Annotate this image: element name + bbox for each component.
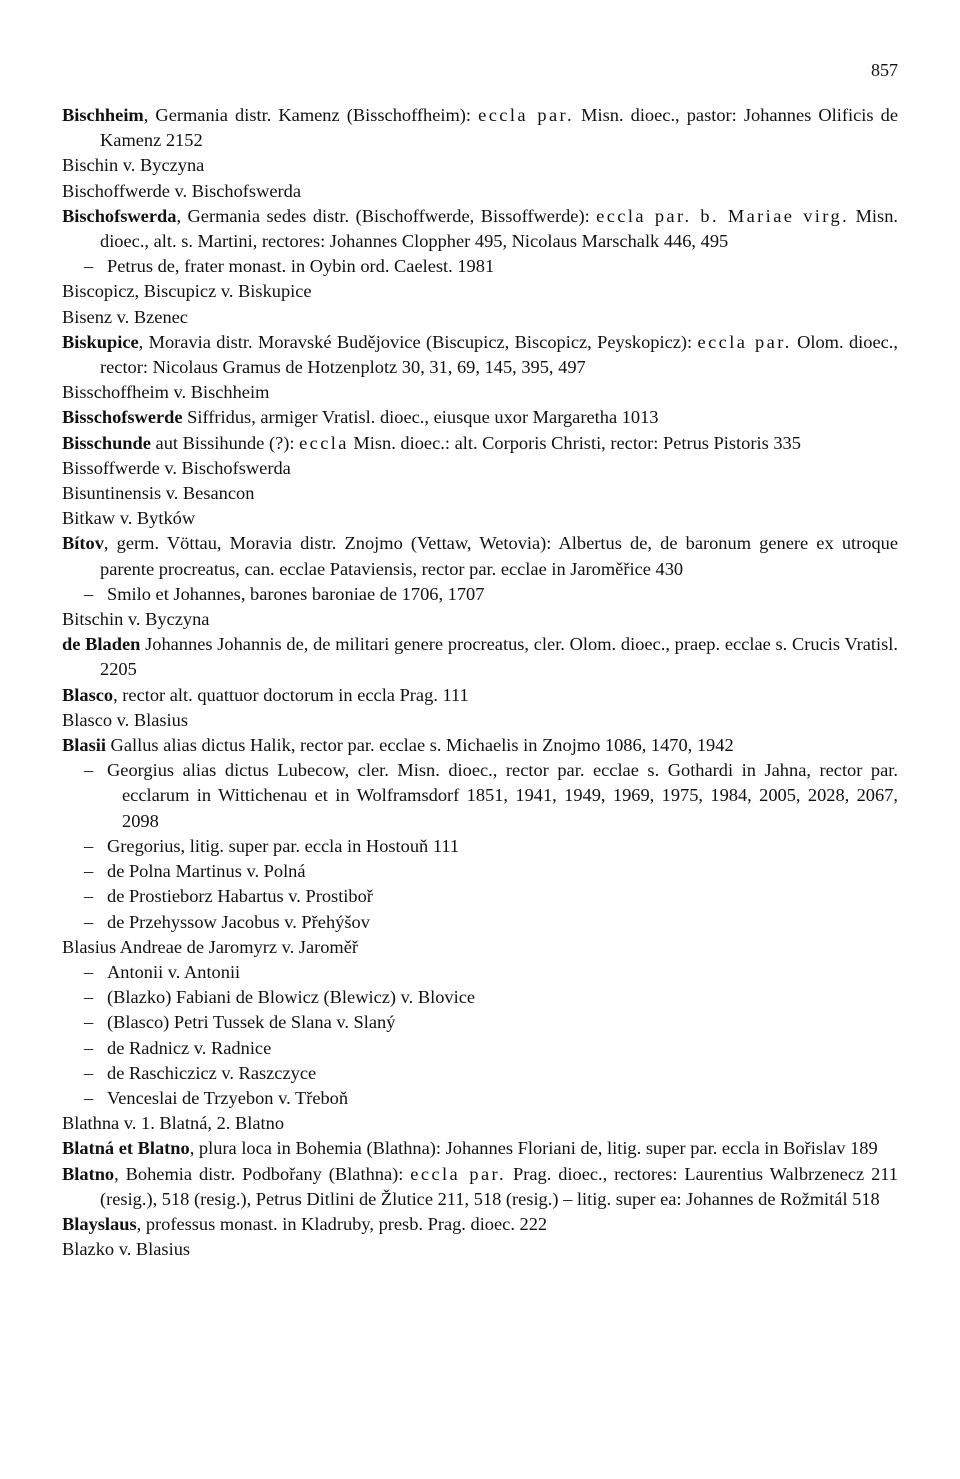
sub-entry [62, 1086, 898, 1111]
entry-text: Bisenz v. Bzenec [62, 306, 188, 327]
sub-entry [62, 1036, 898, 1061]
entry [62, 1162, 898, 1212]
headword: de Bladen [62, 634, 141, 655]
sub-entry [62, 960, 898, 985]
sub-entry [62, 254, 898, 279]
entry [62, 1136, 898, 1161]
headword: Blatná et Blatno [62, 1138, 190, 1159]
sub-entry [62, 910, 898, 935]
sub-entry [62, 1061, 898, 1086]
entry-text: Blathna v. 1. Blatná, 2. Blatno [62, 1113, 285, 1134]
entry [62, 607, 898, 632]
entry [62, 380, 898, 405]
entry-text: Bischin v. Byczyna [62, 155, 205, 176]
entry-text: Bitschin v. Byczyna [62, 609, 210, 630]
sub-entry [62, 859, 898, 884]
spaced-term: eccla par. [410, 1163, 507, 1184]
sub-entry [62, 582, 898, 607]
entry-text: de Prostieborz Habartus v. Prostiboř [107, 886, 373, 907]
entry [62, 632, 898, 682]
entry [62, 279, 898, 304]
entry [62, 153, 898, 178]
entry [62, 506, 898, 531]
entry-text: , Bohemia distr. Podbořany (Blathna): [114, 1163, 411, 1184]
entry [62, 708, 898, 733]
entry [62, 481, 898, 506]
sub-entry [62, 884, 898, 909]
headword: Blasco [62, 684, 114, 705]
headword: Biskupice [62, 331, 139, 352]
entry-text: aut Bissihunde (?): [150, 432, 300, 453]
entry-text: , professus monast. in Kladruby, presb. Prag. dioec. 222 [136, 1213, 548, 1234]
entry-text: Siffridus, armiger Vratisl. dioec., eiusque uxor Margaretha 1013 [182, 407, 659, 428]
entry-text: Blasco v. Blasius [62, 709, 189, 730]
headword: Blatno [62, 1163, 115, 1184]
spaced-term: eccla par. b. Mariae virg. [596, 205, 850, 226]
entry-text: Johannes Johannis de, de militari genere procreatus, cler. Olom. dioec., praep. ecclae s. Crucis Vratisl. 2205 [100, 634, 899, 680]
entry-text: Misn. dioec., alt. s. Martini, rectores: Johannes Cloppher 495, Nicolaus Marschalk 446, 495 [100, 205, 898, 252]
entry-text: Bisuntinensis v. Besancon [62, 483, 255, 504]
entry-text: Petrus de, frater monast. in Oybin ord. Caelest. 1981 [107, 256, 495, 277]
headword: Blasii [62, 735, 106, 756]
entry-text: Antonii v. Antonii [107, 961, 241, 982]
sub-entry [62, 758, 898, 834]
page-number: 857 [871, 60, 898, 80]
entry [62, 204, 898, 254]
entry-text: (Blazko) Fabiani de Blowicz (Blewicz) v. Blovice [107, 987, 476, 1008]
entry [62, 305, 898, 330]
entry [62, 1111, 898, 1136]
entry [62, 1237, 898, 1262]
entry-text: de Przehyssow Jacobus v. Přehýšov [107, 911, 370, 932]
spaced-term: eccla par. [697, 331, 792, 352]
entry-text: Venceslai de Trzyebon v. Třeboň [107, 1087, 349, 1108]
entry-text: Prag. dioec., rectores: Laurentius Walbrzenecz 211 (resig.), 518 (resig.), Petrus Ditlini de Žlutice 211, 518 (resig.) – litig. super ea: Johannes de Rožmitál 518 [100, 1163, 898, 1209]
entry-text: Smilo et Johannes, barones baroniae de 1706, 1707 [107, 583, 485, 604]
entry-text: Biscopicz, Biscupicz v. Biskupice [62, 281, 312, 302]
headword: Bítov [62, 533, 104, 554]
entry [62, 330, 898, 380]
entry-text: , germ. Vöttau, Moravia distr. Znojmo (Vettaw, Wetovia): Albertus de, de baronum genere ex utroque parente procreatus, can. ecclae Pataviensis, rector par. ecclae in Jaroměřice 430 [100, 533, 898, 579]
entry-text: de Radnicz v. Radnice [107, 1037, 272, 1058]
headword: Bischofswerda [62, 205, 177, 226]
entry-text: Blazko v. Blasius [62, 1239, 191, 1260]
sub-entry [62, 834, 898, 859]
entry-text: Bissoffwerde v. Bischofswerda [62, 457, 291, 478]
entry [62, 456, 898, 481]
entry-text: Bisschoffheim v. Bischheim [62, 382, 270, 403]
entry-text: Gallus alias dictus Halik, rector par. ecclae s. Michaelis in Znojmo 1086, 1470, 1942 [105, 735, 734, 756]
entry-text: , rector alt. quattuor doctorum in eccla Prag. 111 [113, 684, 469, 705]
entry [62, 179, 898, 204]
entry-text: , plura loca in Bohemia (Blathna): Johannes Floriani de, litig. super par. eccla in Bořislav 189 [189, 1138, 878, 1159]
entry-text: de Raschiczicz v. Raszczyce [107, 1062, 317, 1083]
headword: Bisschunde [62, 432, 151, 453]
entry [62, 683, 898, 708]
dictionary-entries [62, 103, 898, 1262]
headword: Bischheim [62, 105, 144, 125]
spaced-term: eccla [299, 432, 349, 453]
entry-text: , Moravia distr. Moravské Budějovice (Biscupicz, Biscopicz, Peyskopicz): [138, 331, 698, 352]
headword: Blayslaus [62, 1213, 137, 1234]
entry [62, 1212, 898, 1237]
entry-text: , Germania distr. Kamenz (Bisschoffheim): [143, 105, 479, 125]
entry [62, 531, 898, 581]
entry [62, 103, 898, 153]
entry-text: de Polna Martinus v. Polná [107, 861, 306, 882]
entry-text: Gregorius, litig. super par. eccla in Hostouň 111 [107, 835, 460, 856]
spaced-term: eccla par. [478, 105, 575, 125]
entry-text: Bitkaw v. Bytków [62, 508, 196, 529]
entry [62, 733, 898, 758]
entry-text: Georgius alias dictus Lubecow, cler. Misn. dioec., rector par. ecclae s. Gothardi in Jahna, rector par. ecclarum in Wittichenau et in Wolframsdorf 1851, 1941, 1949, 1969, 1975, 1984, 2005, 2028, 2067, 2098 [107, 760, 898, 831]
entry [62, 935, 898, 960]
entry-text: (Blasco) Petri Tussek de Slana v. Slaný [107, 1012, 396, 1033]
sub-entry [62, 985, 898, 1010]
headword: Bisschofswerde [62, 407, 183, 428]
entry-text: Olom. dioec., rector: Nicolaus Gramus de Hotzenplotz 30, 31, 69, 145, 395, 497 [100, 331, 898, 378]
entry [62, 405, 898, 430]
entry-text: Bischoffwerde v. Bischofswerda [62, 180, 302, 201]
entry-text: Misn. dioec., pastor: Johannes Olificis de Kamenz 2152 [100, 105, 898, 151]
sub-entry [62, 1010, 898, 1035]
entry [62, 431, 898, 456]
entry-text: , Germania sedes distr. (Bischoffwerde, Bissoffwerde): [176, 205, 597, 226]
entry-text: Blasius Andreae de Jaromyrz v. Jaroměř [62, 936, 359, 957]
entry-text: Misn. dioec.: alt. Corporis Christi, rector: Petrus Pistoris 335 [348, 432, 801, 453]
